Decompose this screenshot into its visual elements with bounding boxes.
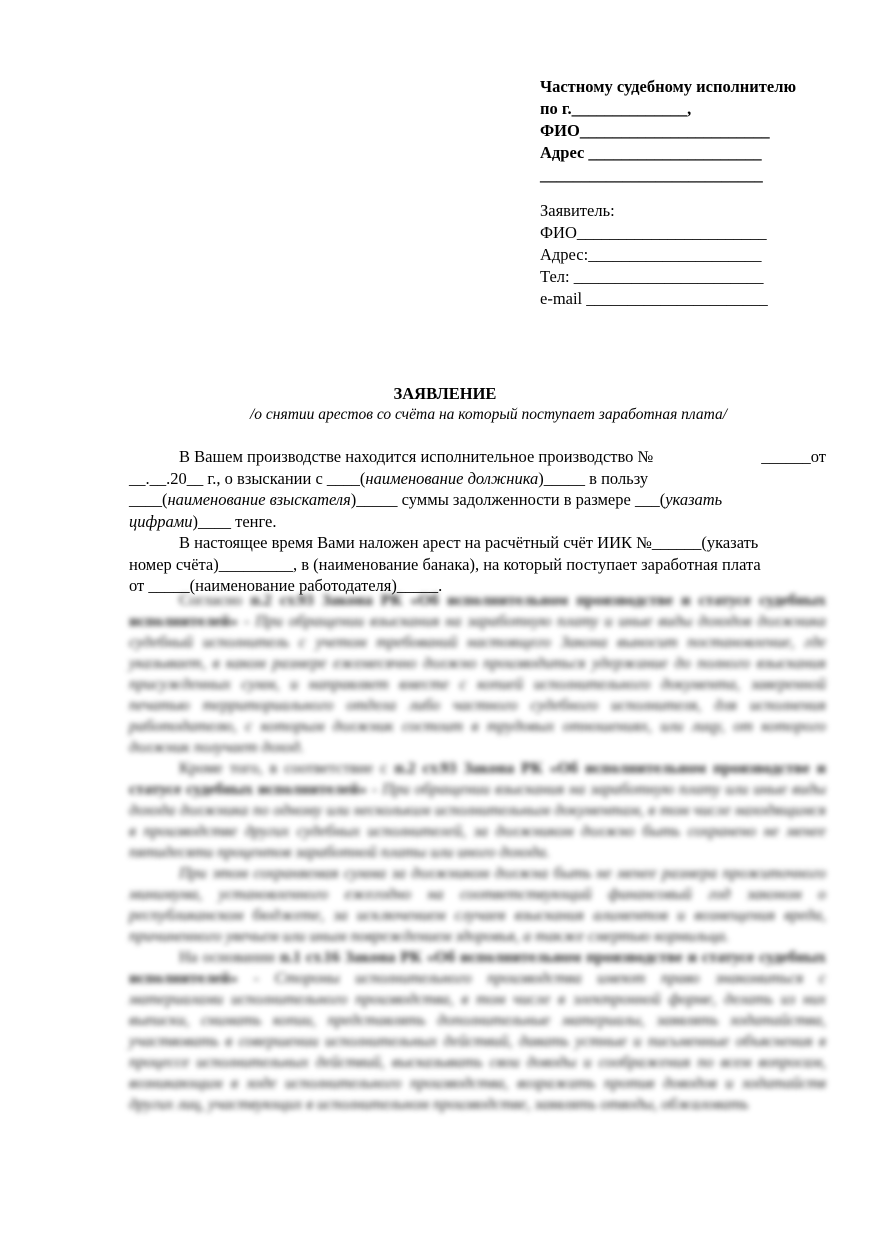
applicant-label: Заявитель: — [540, 201, 615, 220]
para1-line2: __.__.20__ г., о взыскании с ____( наименование должника )_____ в пользу — [129, 468, 649, 488]
addressee-fio: ФИО_______________________ — [540, 121, 770, 140]
addressee-address-extra: ___________________________ — [540, 165, 763, 184]
para2-line2: номер счёта)_________, в (наименование банака), на который поступает заработная плата — [129, 554, 761, 574]
blurred-paragraph-1: Согласно п.2 ст.93 Закона РК «Об исполнительном производстве и статусе судебных исполнителей» - При обращении взыскания на заработную плату и иные виды доходов должника судебный исполнитель с учетом требований настоящего Закона выносит постановление, где указывает, в каком размере ежемесячно должно производиться удержание до полного взыскания присужденных сумм, и направляет вместе с копией исполнительного документа, заверенной печатью территориального отдела либо частного судебного исполнителя, для исполнения работодателю, с которым должник состоит в трудовых отношениях, или лицу, от которого должник получает доход. — [129, 592, 827, 756]
blurred-paragraph-3: При этом сохраняемая сумма за должником должна быть не менее размера прожиточного минимума, установленного ежегодно на соответствующий финансовый год законом о республиканском бюджете, за исключением случаев взыскания алиментов и возмещения вреда, причиненного увечьем или иным повреждением здоровья, а также смертью кормильца. — [129, 865, 826, 945]
blurred-paragraph-2: Кроме того, в соответствие с п.2 ст.93 Закона РК «Об исполнительном производстве и статусе судебных исполнителей» - При обращении взыскания на заработную плату или иные виды дохода должника по одному или нескольким исполнительным документам, в том числе находящимся в производстве других судебных исполнителей, за должником должно быть сохранено не менее пятидесяти процентов заработной платы или иного дохода. — [129, 760, 827, 861]
para1-line3: ____( наименование взыскателя )_____ суммы задолженности в размере ___( указать — [129, 490, 723, 509]
applicant-email: e-mail ______________________ — [540, 289, 768, 308]
document-body — [129, 446, 826, 597]
para1-line1: В Вашем производстве находится исполнительное производство № ______от — [179, 447, 826, 466]
blurred-legal-text — [129, 590, 826, 1115]
document-subtitle: /о снятии арестов со счёта на который поступает заработная плата/ — [250, 406, 728, 423]
para1-line4: цифрами )____ тенге. — [129, 511, 277, 531]
addressee-block — [540, 76, 840, 186]
blurred-paragraph-4: На основании п.1 ст.16 Закона РК «Об исполнительном производстве и статусе судебных исполнителей» - Стороны исполнительного производства имеют право знакомиться с материалами исполнительного производства, в том числе в электронной форме, делать из них выписки, снимать копии, представлять дополнительные материалы, заявлять ходатайства, участвовать в совершении исполнительных действий, давать устные и письменные объяснения в процессе исполнительных действий, высказывать свои доводы и соображения по всем вопросам, возникающим в ходе исполнительного производства, возражать против доводов и ходатайств других лиц, участвующих в исполнительном производстве, заявлять отводы, обжаловать — [129, 949, 826, 1113]
para2-line1: В настоящее время Вами наложен арест на расчётный счёт ИИК №______(указать — [179, 533, 759, 552]
applicant-address: Адрес:_____________________ — [540, 245, 762, 264]
para2-line3: от _____(наименование работодателя)_____. — [129, 576, 443, 595]
document-title: ЗАЯВЛЕНИЕ — [393, 384, 497, 403]
applicant-fio: ФИО_______________________ — [540, 223, 767, 242]
applicant-block — [540, 200, 840, 310]
addressee-address: Адрес _____________________ — [540, 143, 762, 162]
applicant-phone: Тел: _______________________ — [540, 267, 764, 286]
addressee-title: Частному судебному исполнителю — [540, 77, 797, 96]
addressee-city: по г.______________, — [540, 99, 692, 118]
